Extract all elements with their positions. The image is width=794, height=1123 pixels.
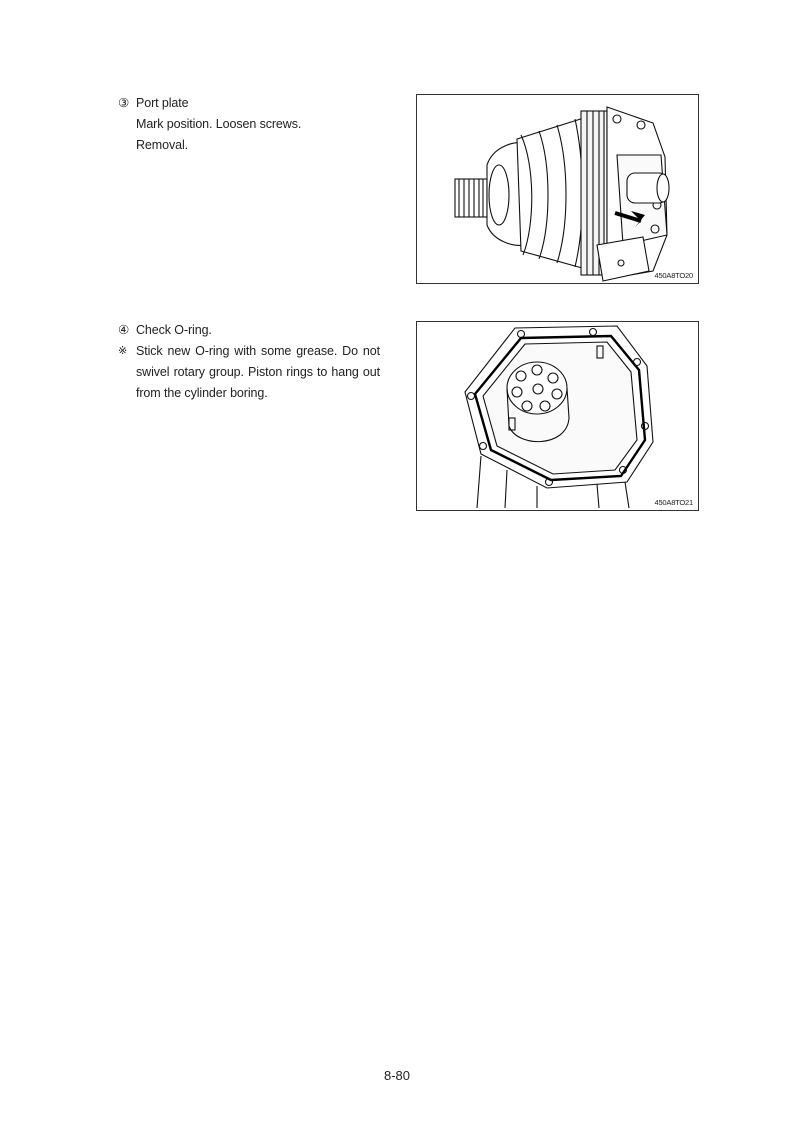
motor-illustration — [417, 95, 699, 284]
note-text: Stick new O-ring with some grease. Do not swivel rotary group. Piston rings to hang out from the cylinder boring. — [136, 344, 380, 400]
step-4-heading — [118, 320, 380, 341]
step-3-heading — [118, 93, 380, 114]
step-3 — [118, 93, 380, 156]
note — [118, 341, 380, 404]
step-4 — [118, 320, 380, 404]
step-title: Check O-ring. — [136, 323, 212, 337]
step-number-3: ③ — [118, 96, 130, 110]
step-title: Port plate — [136, 96, 189, 110]
figure-code: 450A8TO21 — [654, 498, 693, 507]
o-ring-illustration — [417, 322, 699, 511]
instruction-line: Removal. — [136, 138, 188, 152]
instruction-line: Mark position. Loosen screws. — [136, 117, 302, 131]
step-number-4: ④ — [118, 323, 130, 337]
figure-code: 450A8TO20 — [654, 271, 693, 280]
note-marker: ※ — [118, 345, 128, 357]
figure-port-plate — [416, 94, 699, 284]
page-number: 8-80 — [383, 1068, 411, 1083]
step-3-body — [118, 114, 380, 156]
figure-o-ring — [416, 321, 699, 511]
